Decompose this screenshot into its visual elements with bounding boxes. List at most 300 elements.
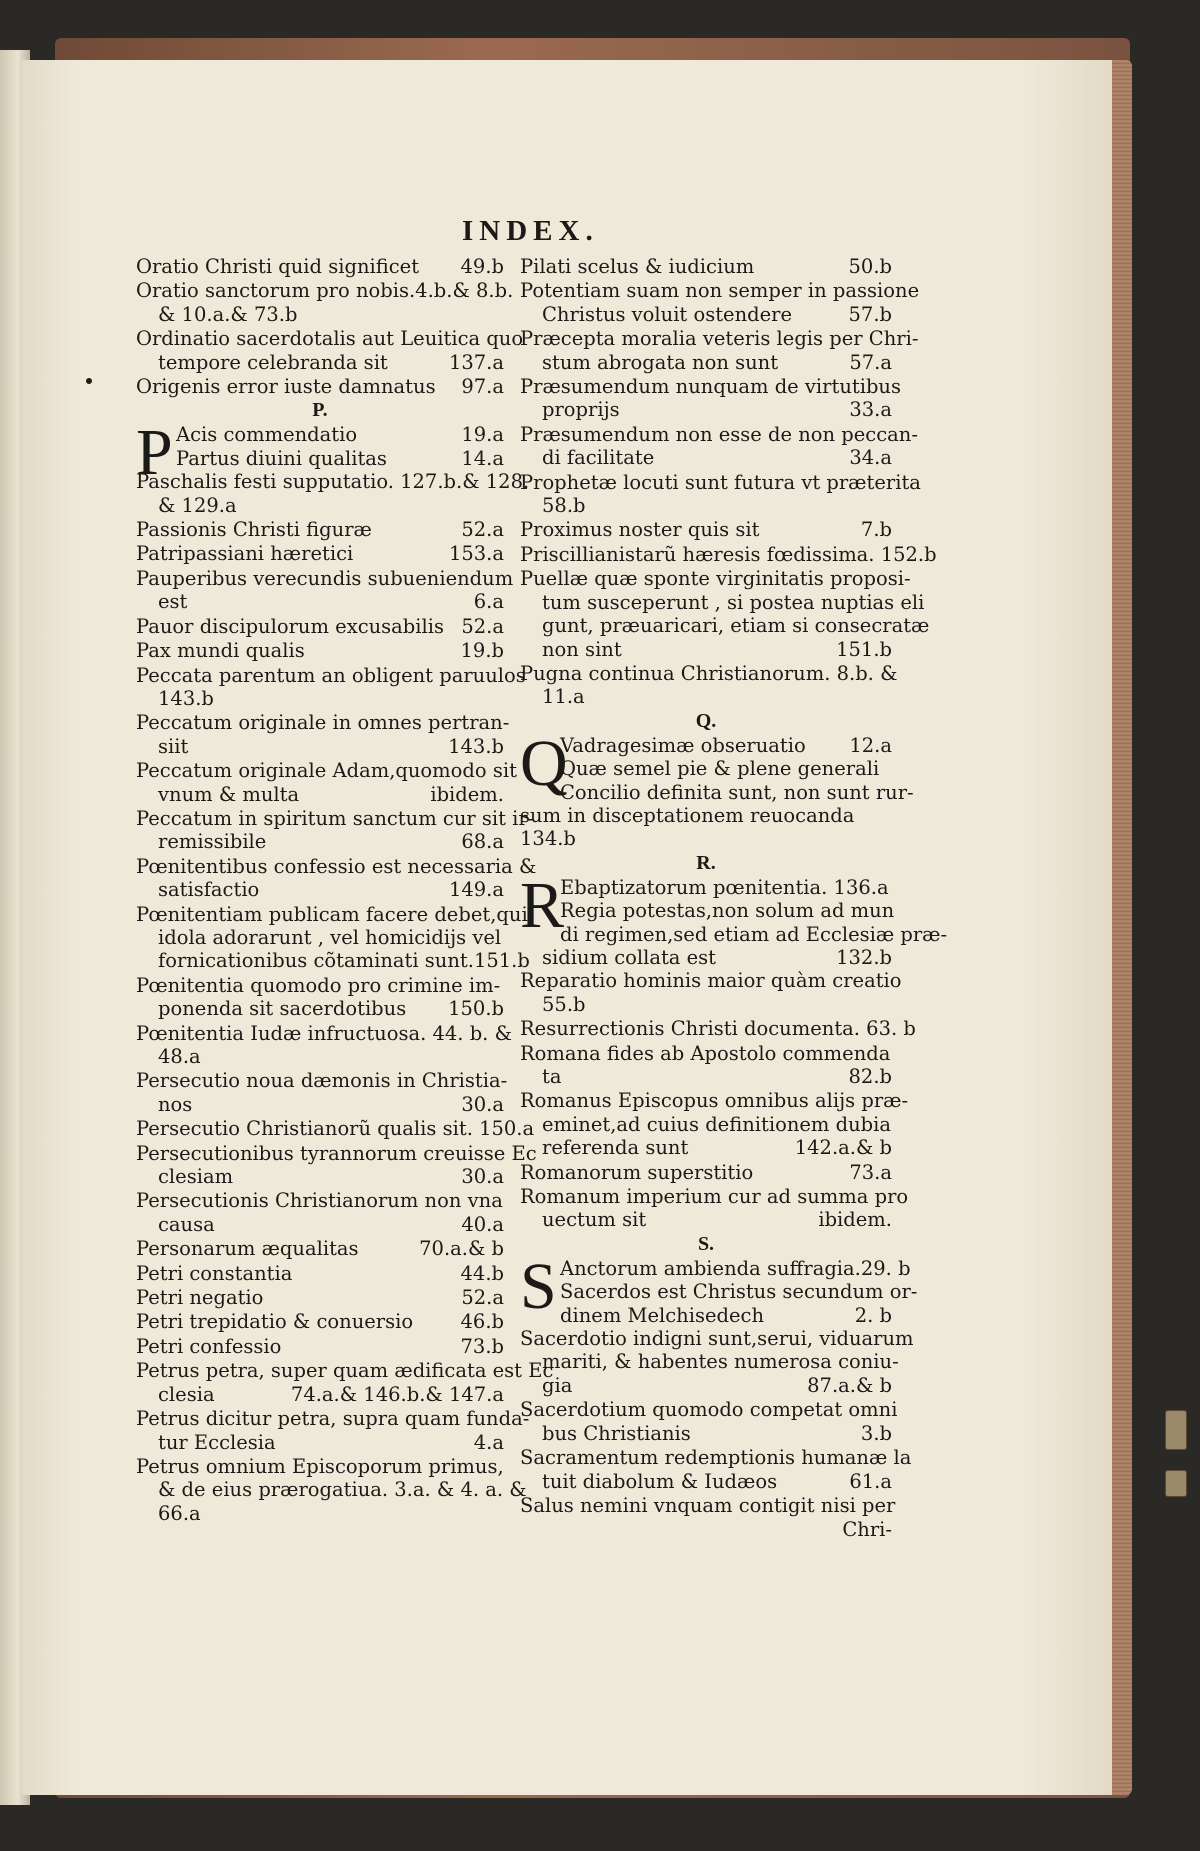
index-entry [136, 1117, 535, 1141]
entry-text: remissibile [158, 830, 267, 854]
entry-text: Paschalis festi supputatio. 127.b.& 128. [136, 470, 530, 494]
index-entry [136, 1237, 504, 1260]
entry-line [136, 327, 524, 351]
entry-line [136, 494, 504, 517]
page-reference: 61.a [849, 1469, 892, 1493]
index-entry [136, 974, 504, 1021]
entry-line [520, 542, 937, 566]
index-entry [520, 375, 902, 422]
entry-line [520, 1017, 916, 1041]
entry-text: Pœnitentia quomodo pro crimine im- [136, 973, 501, 997]
entry-text: 58.b [542, 494, 586, 518]
entry-line [520, 255, 892, 278]
entry-text: & de eius prærogatiua. 3.a. & 4. a. & [158, 1478, 527, 1502]
index-entry [136, 1141, 537, 1189]
entry-text: Petri negatio [136, 1286, 264, 1310]
entry-text: dinem Melchisedech [560, 1303, 765, 1327]
entry-line [520, 446, 892, 469]
index-entry [136, 759, 517, 806]
index-entry [136, 566, 514, 614]
entry-text: Pauperibus verecundis subueniendum [136, 566, 514, 590]
page-reference: 30.a [461, 1092, 504, 1116]
entry-text: 143.b [158, 686, 214, 710]
entry-text: ponenda sit sacerdotibus [158, 997, 407, 1021]
page-reference: 7.b [860, 518, 892, 542]
entry-text: 48.a [158, 1045, 201, 1068]
entry-line [520, 827, 892, 850]
entry-line [520, 1398, 898, 1422]
entry-line [136, 1502, 504, 1525]
index-entry [520, 255, 892, 278]
entry-line [520, 1470, 892, 1493]
entry-line [136, 1117, 535, 1141]
entry-text: clesia [158, 1382, 215, 1406]
page-reference: 14.a [461, 446, 504, 470]
index-entry [520, 1185, 909, 1232]
entry-text: Potentiam suam non semper in passione [520, 279, 920, 303]
entry-line [520, 1208, 892, 1231]
page-reference: 82.b [848, 1065, 892, 1088]
index-entry [136, 279, 514, 326]
entry-line [136, 518, 504, 541]
entry-text: siit [158, 734, 189, 758]
page-reference: 132.b [836, 945, 892, 969]
entry-line [136, 255, 504, 278]
entry-text: sum in disceptationem reuocanda [520, 803, 855, 827]
entry-line [520, 351, 892, 374]
entry-text: Regia potestas,non solum ad mun [560, 899, 895, 923]
page-reference: 44.b [460, 1261, 504, 1285]
entry-text: Petrus petra, super quam ædificata est Ec [136, 1359, 554, 1383]
entry-text: Oratio Christi quid significet [136, 255, 420, 278]
entry-text: Prophetæ locuti sunt futura vt præterita [520, 470, 921, 494]
page-reference: ibidem. [430, 782, 504, 806]
entry-line [520, 757, 892, 780]
entry-text: Pauor discipulorum excusabilis [136, 614, 445, 638]
entry-line [136, 1045, 504, 1068]
section-opening-s [520, 1249, 918, 1327]
entry-text: non sint [542, 637, 622, 661]
page-reference: 4.a [473, 1430, 504, 1454]
page-reference: 49.b [460, 255, 504, 278]
entry-text: Peccatum in spiritum sanctum cur sit ir- [136, 806, 535, 830]
entry-text: Peccatum originale in omnes pertran- [136, 711, 510, 735]
page-reference: 73.b [460, 1334, 504, 1358]
page-reference: 70.a.& b [419, 1237, 504, 1261]
page-reference: 57.a [849, 350, 892, 374]
index-entry [520, 1493, 896, 1517]
entry-text: Sacerdos est Christus secundum or- [560, 1280, 918, 1304]
entry-line [136, 1286, 504, 1309]
entry-line [136, 1431, 504, 1454]
entry-line [520, 1113, 892, 1136]
entry-line [136, 1237, 504, 1260]
entry-line [520, 1256, 911, 1280]
entry-line [520, 567, 911, 591]
index-entry [136, 1286, 504, 1309]
entry-text: Oratio sanctorum pro nobis.4.b.& 8.b. [136, 279, 514, 303]
entry-line [520, 470, 921, 494]
entry-line [520, 375, 902, 399]
section-letter-s: S. [697, 1232, 715, 1255]
entry-text: stum abrogata non sunt [542, 350, 779, 374]
entry-text: Concilio definita sunt, non sunt rur- [560, 780, 914, 804]
section-letter-p: P. [312, 399, 328, 422]
page-reference: 68.a [461, 830, 504, 854]
entry-line [136, 1213, 504, 1236]
index-entry [136, 470, 530, 517]
index-entry [520, 422, 918, 470]
entry-text: Pilati scelus & iudicium [520, 255, 755, 278]
entry-line [136, 663, 526, 687]
entry-text: Pœnitentia Iudæ infructuosa. 44. b. & [136, 1021, 512, 1045]
section-letter-r: R. [696, 851, 716, 874]
index-entry [136, 902, 530, 973]
page-reference: 151.b [836, 637, 892, 661]
entry-line [136, 470, 530, 494]
entry-line [520, 1161, 892, 1184]
index-entry [136, 1407, 530, 1454]
entry-text: eminet,ad cuius definitionem dubia [542, 1112, 892, 1136]
entry-text: Proximus noster quis sit [520, 518, 760, 542]
index-entry [136, 1189, 504, 1236]
entry-text: Persecutionibus tyrannorum creuisse Ec [136, 1141, 537, 1165]
entry-text: Petri confessio [136, 1334, 282, 1358]
index-entry [136, 806, 535, 854]
entry-text: Peccata parentum an obligent paruulos [136, 663, 526, 687]
entry-text: Persecutio Christianorũ qualis sit. 150.a [136, 1117, 535, 1141]
entry-text: Petrus omnium Episcoporum primus, [136, 1454, 504, 1478]
entry-text: Romanus Episcopus omnibus alijs præ- [520, 1089, 909, 1113]
index-entry [136, 1262, 504, 1285]
index-entry [136, 663, 526, 711]
page-reference: 19.b [460, 639, 504, 663]
index-entry [520, 1446, 912, 1493]
entry-line [136, 949, 530, 973]
entry-line [520, 398, 892, 421]
index-entry [520, 661, 898, 709]
entry-line [520, 922, 948, 946]
entry-line [136, 1262, 504, 1285]
page-reference: 40.a [461, 1212, 504, 1236]
entry-line [136, 1359, 554, 1383]
index-entry [520, 1017, 916, 1041]
entry-line [520, 1042, 892, 1065]
entry-text: idola adorarunt , vel homicidijs vel [158, 925, 502, 949]
index-entry [136, 854, 537, 902]
entry-line [520, 638, 892, 661]
entry-text: Patripassiani hæretici [136, 542, 354, 566]
entry-line [520, 1446, 912, 1470]
entry-text: mariti, & habentes numerosa coniu- [542, 1350, 899, 1374]
entry-line [136, 735, 504, 758]
page-reference: 19.a [461, 423, 504, 447]
index-entry [520, 470, 921, 518]
entry-text: Pugna continua Christianorum. 8.b. & [520, 661, 898, 685]
entry-text: Præcepta moralia veteris legis per Chri- [520, 327, 919, 351]
right-column [520, 255, 948, 1542]
page-reference: 73.a [849, 1160, 892, 1184]
index-entry [136, 255, 504, 278]
entry-line [520, 1089, 909, 1113]
page-reference: 50.b [848, 255, 892, 278]
entry-line [520, 804, 892, 827]
drop-initial-q: Q [520, 726, 568, 800]
index-entry [520, 1042, 892, 1089]
entry-line [520, 1350, 899, 1374]
entry-text: tempore celebranda sit [158, 350, 388, 374]
entry-text: & 129.a [158, 493, 237, 517]
index-entry [520, 567, 930, 661]
entry-text: tuit diabolum & Iudæos [542, 1469, 778, 1493]
entry-text: Personarum æqualitas [136, 1237, 359, 1261]
entry-text: Anctorum ambienda suffragia.29. b [560, 1256, 911, 1280]
entry-text: Romanorum superstitio [520, 1160, 754, 1184]
entry-line [520, 685, 892, 708]
page-reference: 12.a [849, 733, 892, 757]
page-reference: 137.a [448, 350, 504, 374]
index-entry [136, 542, 504, 565]
entry-text: Ordinatio sacerdotalis aut Leuitica quo [136, 327, 524, 351]
entry-line [136, 1165, 504, 1188]
page-reference: 153.a [448, 542, 504, 566]
section-opening-r [520, 868, 948, 946]
entry-line [136, 1335, 504, 1358]
entry-text: Romanum imperium cur ad summa pro [520, 1185, 909, 1209]
index-entry [136, 1454, 527, 1525]
index-entry [520, 1327, 914, 1397]
entry-line [520, 780, 914, 804]
entry-text: Origenis error iuste damnatus [136, 375, 436, 399]
index-entry [136, 1335, 504, 1358]
entry-line [136, 447, 504, 470]
entry-text: Puellæ quæ sponte virginitatis proposi- [520, 567, 911, 591]
page-reference: 142.a.& b [794, 1136, 892, 1160]
entry-line [520, 494, 892, 517]
entry-text: Persecutio noua dæmonis in Christia- [136, 1069, 508, 1093]
entry-line [136, 759, 517, 783]
entry-line [136, 783, 504, 806]
entry-line [520, 1136, 892, 1159]
page-reference: 57.b [848, 302, 892, 326]
entry-line [136, 1021, 512, 1045]
entry-text: satisfactio [158, 878, 260, 902]
index-entry [136, 615, 504, 638]
entry-line [136, 687, 504, 710]
entry-line [136, 1455, 504, 1478]
entry-text: di facilitate [542, 446, 655, 470]
entry-text: referenda sunt [542, 1136, 689, 1160]
entry-line [136, 711, 510, 735]
entry-text: 11.a [542, 685, 585, 709]
entry-line [520, 1280, 918, 1304]
page-reference: 150.b [448, 997, 504, 1021]
entry-text: Præsumendum nunquam de virtutibus [520, 375, 902, 399]
entry-text: Pax mundi qualis [136, 639, 305, 663]
entry-line [520, 661, 898, 685]
entry-line [520, 993, 892, 1016]
index-entry [520, 969, 902, 1016]
entry-line [520, 1374, 892, 1397]
page-reference: 52.a [461, 614, 504, 638]
entry-line [136, 566, 514, 590]
index-entry [136, 1069, 508, 1116]
entry-line [136, 423, 504, 446]
drop-initial-r: R [520, 868, 565, 942]
entry-text: vnum & multa [158, 782, 300, 806]
page-reference: 143.b [448, 734, 504, 758]
index-entry [520, 1089, 909, 1160]
entry-text: Resurrectionis Christi documenta. 63. b [520, 1017, 916, 1041]
entry-line [520, 1327, 914, 1351]
entry-text: bus Christianis [542, 1421, 691, 1445]
index-entry [136, 639, 504, 662]
entry-line [520, 1422, 892, 1445]
page-reference: 52.a [461, 1286, 504, 1310]
entry-text: Sacramentum redemptionis humanæ la [520, 1446, 912, 1470]
entry-line [520, 1493, 896, 1517]
entry-text: tur Ecclesia [158, 1430, 276, 1454]
margin-mark [86, 378, 92, 384]
index-entry [136, 711, 510, 758]
entry-text: di regimen,sed etiam ad Ecclesiæ præ- [560, 922, 948, 946]
page-reference: ibidem. [818, 1208, 892, 1232]
entry-text: sidium collata est [542, 945, 717, 969]
page-reference: 46.b [460, 1310, 504, 1334]
index-entry [520, 279, 920, 326]
entry-text: ta [542, 1065, 562, 1088]
entry-line [520, 279, 920, 303]
drop-initial-s: S [520, 1249, 557, 1323]
entry-text: fornicationibus cõtaminati sunt.151.b [158, 949, 530, 973]
index-entry [136, 327, 524, 374]
entry-text: Pœnitentibus confessio est necessaria & [136, 854, 537, 878]
entry-text: Ebaptizatorum pœnitentia. 136.a [560, 875, 889, 899]
entry-text: gia [542, 1373, 573, 1397]
entry-line [136, 279, 514, 303]
entry-line [520, 614, 930, 638]
page-reference: 52.a [461, 518, 504, 542]
section-opening-q [520, 726, 914, 804]
index-entry [136, 375, 504, 398]
entry-text: tum susceperunt , si postea nuptias eli [542, 590, 925, 614]
entry-text: causa [158, 1212, 215, 1236]
page-reference: 33.a [849, 398, 892, 422]
entry-text: Passionis Christi figuræ [136, 518, 372, 542]
catchword: Chri- [842, 1518, 892, 1542]
entry-line [520, 422, 918, 446]
index-entry [136, 1359, 554, 1406]
entry-line [136, 878, 504, 901]
page-reference: 30.a [461, 1165, 504, 1189]
entry-text: uectum sit [542, 1208, 647, 1232]
entry-line [136, 854, 537, 878]
entry-line [136, 974, 504, 997]
page-reference: 97.a [461, 375, 504, 399]
entry-line [520, 876, 892, 899]
index-entry [520, 1161, 892, 1184]
page-reference: 34.a [849, 446, 892, 470]
entry-line [136, 375, 504, 398]
index-entry [520, 518, 892, 541]
entry-line [136, 303, 504, 326]
entry-line [136, 1407, 530, 1431]
entry-text: Sacerdotium quomodo competat omni [520, 1398, 898, 1422]
entry-line [136, 1383, 504, 1406]
entry-line [520, 303, 892, 326]
index-entry [136, 1021, 512, 1069]
entry-text: clesiam [158, 1165, 234, 1189]
entry-line [520, 1185, 909, 1209]
page-reference: 87.a.& b [807, 1373, 892, 1397]
page-reference: 2. b [854, 1303, 892, 1327]
entry-text: gunt, præuaricari, etiam si consecratæ [542, 614, 930, 638]
index-entry [136, 518, 504, 541]
entry-text: Vadragesimæ obseruatio [560, 733, 806, 757]
page-reference: 74.a.& 146.b.& 147.a [290, 1382, 504, 1406]
entry-line [520, 899, 895, 923]
entry-line [136, 639, 504, 662]
entry-text: Salus nemini vnquam contigit nisi per [520, 1493, 896, 1517]
entry-line [136, 830, 504, 853]
entry-text: Romana fides ab Apostolo commenda [520, 1041, 891, 1065]
entry-text: Priscillianistarũ hæresis fœdissima. 152.b [520, 542, 937, 566]
index-entry [136, 1310, 504, 1333]
entry-text: Petri trepidatio & conuersio [136, 1310, 414, 1334]
entry-text: Reparatio hominis maior quàm creatio [520, 969, 902, 993]
entry-line [136, 351, 504, 374]
entry-text: Pœnitentiam publicam facere debet,qui [136, 902, 528, 926]
page-reference: 6.a [473, 590, 504, 614]
entry-text: Peccatum originale Adam,quomodo sit [136, 759, 517, 783]
entry-text: Persecutionis Christianorum non vna [136, 1189, 503, 1213]
entry-text: 134.b [520, 827, 576, 851]
entry-line [136, 926, 504, 949]
entry-text: Acis commendatio [176, 423, 358, 447]
entry-text: Christus voluit ostendere [542, 302, 793, 326]
entry-text: Sacerdotio indigni sunt,serui, viduarum [520, 1327, 914, 1351]
entry-line [136, 590, 504, 613]
entry-line [520, 327, 919, 351]
entry-line [136, 1189, 504, 1212]
entry-text: 66.a [158, 1501, 201, 1525]
entry-line [136, 1141, 537, 1165]
entry-text: nos [158, 1092, 193, 1116]
entry-line [520, 1304, 892, 1327]
entry-text: Quæ semel pie & plene generali [560, 757, 880, 781]
entry-line [136, 1310, 504, 1333]
entry-text: est [158, 590, 188, 614]
index-heading: INDEX. [462, 215, 599, 247]
entry-text: 55.b [542, 992, 586, 1016]
index-entry [520, 1398, 898, 1445]
entry-line [136, 1478, 527, 1502]
entry-line [520, 734, 892, 757]
entry-text: Petri constantia [136, 1261, 293, 1285]
entry-line [520, 590, 925, 614]
drop-initial-p: P [136, 416, 173, 490]
page-reference: 3.b [860, 1421, 892, 1445]
index-entry [520, 542, 937, 566]
entry-line [136, 1093, 504, 1116]
entry-text: & 10.a.& 73.b [158, 302, 298, 326]
entry-line [520, 1065, 892, 1088]
page-reference: 149.a [448, 878, 504, 902]
entry-text: proprijs [542, 398, 620, 422]
index-entry [520, 327, 919, 374]
entry-text: Petrus dicitur petra, supra quam funda- [136, 1407, 530, 1431]
entry-line [136, 902, 528, 926]
